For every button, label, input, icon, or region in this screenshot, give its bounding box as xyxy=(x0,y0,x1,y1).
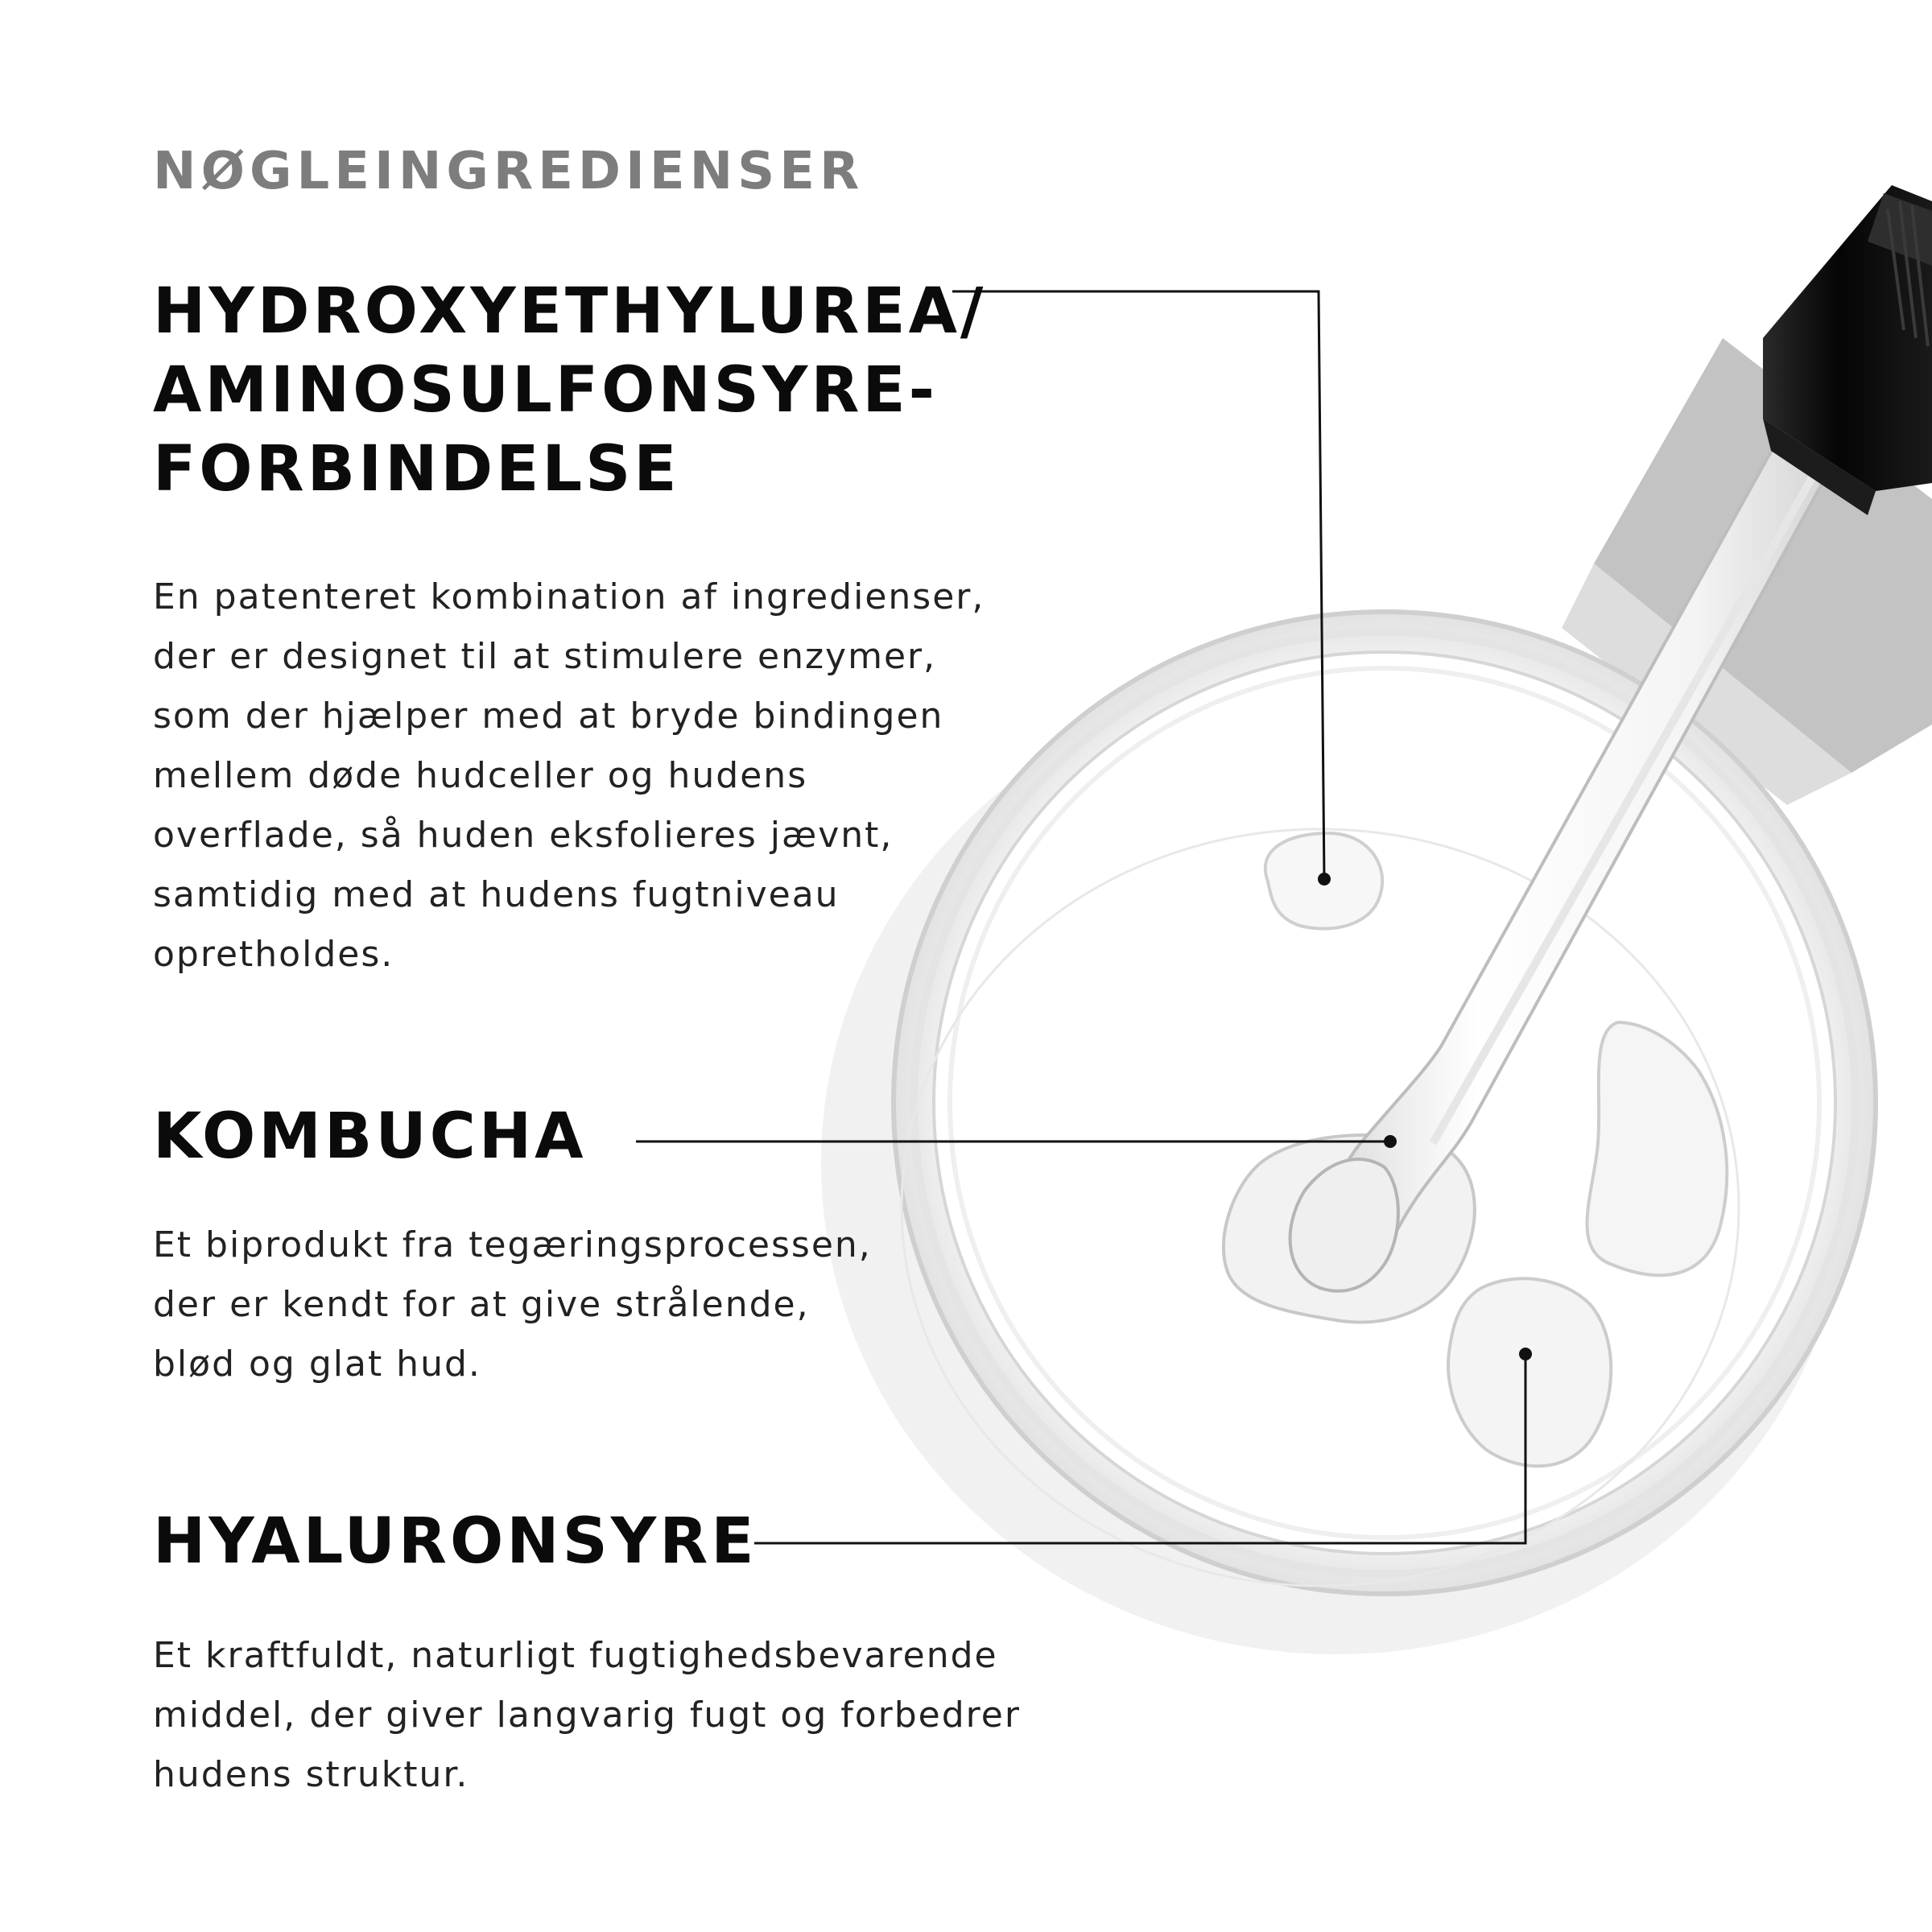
description-line: Et biprodukt fra tegæringsprocessen, xyxy=(153,1224,872,1265)
title-line: KOMBUCHA xyxy=(153,1100,587,1173)
ingredient-description-hydroxyethylurea xyxy=(153,568,985,985)
description-line: mellem døde hudceller og hudens xyxy=(153,755,808,796)
ingredient-title-kombucha xyxy=(153,1097,587,1176)
ingredient-description-kombucha xyxy=(153,1216,872,1394)
description-line: som der hjælper med at bryde bindingen xyxy=(153,696,944,737)
title-line: FORBINDELSE xyxy=(153,433,680,506)
description-line: Et kraftfuldt, naturligt fugtighedsbevarende xyxy=(153,1635,998,1676)
description-line: der er designet til at stimulere enzymer, xyxy=(153,636,937,677)
description-line: middel, der giver langvarig fugt og forbedrer xyxy=(153,1695,1021,1736)
description-line: En patenteret kombination af ingredienser, xyxy=(153,576,985,617)
callout-dot-2 xyxy=(1384,1135,1397,1148)
description-line: samtidig med at hudens fugtniveau xyxy=(153,874,840,915)
title-line: AMINOSULFONSYRE- xyxy=(153,354,939,427)
description-line: blød og glat hud. xyxy=(153,1344,481,1385)
callout-dot-3 xyxy=(1519,1348,1532,1360)
description-line: overflade, så huden eksfolieres jævnt, xyxy=(153,815,894,856)
ingredient-description-hyaluronsyre xyxy=(153,1626,1021,1805)
title-line: HYALURONSYRE xyxy=(153,1505,758,1578)
ingredient-title-hyaluronsyre xyxy=(153,1502,758,1581)
description-line: hudens struktur. xyxy=(153,1754,469,1795)
petri-dish xyxy=(894,612,1876,1594)
description-line: opretholdes. xyxy=(153,934,394,975)
section-label: NØGLEINGREDIENSER xyxy=(153,142,865,201)
description-line: der er kendt for at give strålende, xyxy=(153,1284,810,1325)
title-line: HYDROXYETHYLUREA/ xyxy=(153,275,987,348)
callout-dot-1 xyxy=(1318,873,1331,886)
ingredient-title-hydroxyethylurea xyxy=(153,272,986,509)
